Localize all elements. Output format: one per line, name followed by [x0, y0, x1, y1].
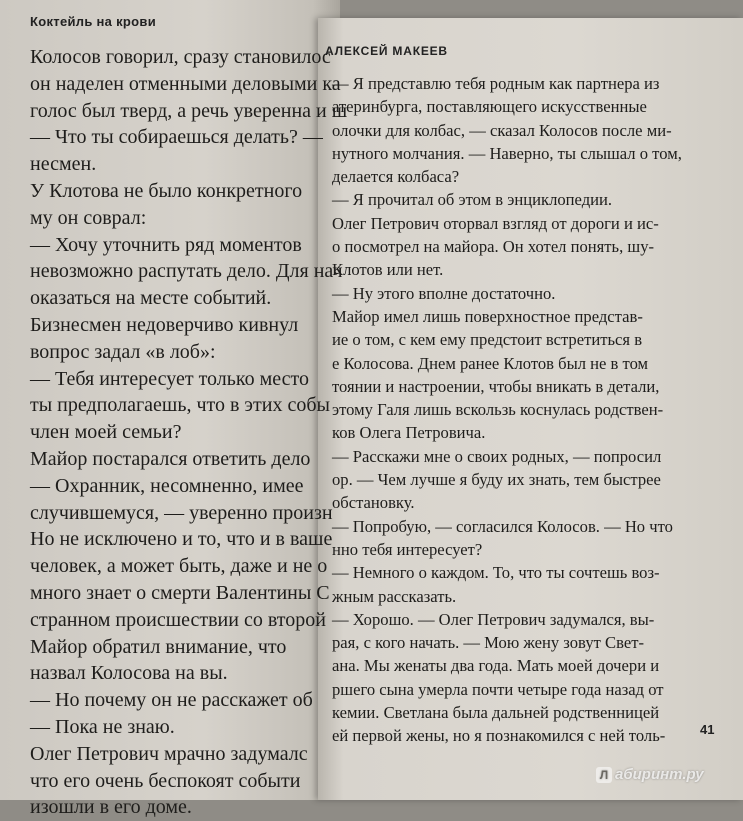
- text-line: У Клотова не было конкретного: [30, 179, 303, 202]
- text-line: — Что ты собираешься делать? —: [30, 126, 323, 149]
- labyrinth-logo-icon: Л: [596, 767, 612, 783]
- text-line: — Расскажи мне о своих родных, — попросил: [332, 446, 662, 466]
- text-line: ор. — Чем лучше я буду их знать, тем быстрее: [332, 470, 661, 490]
- text-line: невозможно распутать дело. Для нач: [30, 260, 343, 283]
- text-line: — Хорошо. — Олег Петрович задумался, вы-: [332, 609, 655, 629]
- text-line: человек, а может быть, даже и не о: [30, 555, 328, 578]
- text-line: нутного молчания. — Наверно, ты слышал о том,: [332, 143, 682, 163]
- text-line: голос был тверд, а речь уверенна и ш: [30, 99, 348, 122]
- text-line: олочки для колбас, — сказал Колосов после ми-: [332, 120, 672, 140]
- text-line: жным рассказать.: [332, 586, 457, 606]
- right-running-head: АЛЕКСЕЙ МАКЕЕВ: [325, 44, 448, 58]
- text-line: случившемуся, — уверенно произн: [30, 501, 333, 524]
- right-page-text: [332, 72, 682, 748]
- text-line: атеринбурга, поставляющего искусственные: [332, 97, 647, 117]
- text-line: несмен.: [30, 153, 97, 176]
- text-line: много знает о смерти Валентины С: [30, 581, 330, 604]
- text-line: — Но почему он не расскажет об: [30, 689, 313, 712]
- text-line: — Немного о каждом. То, что ты сочтешь воз-: [332, 563, 660, 583]
- text-line: член моей семьи?: [30, 421, 182, 444]
- text-line: Бизнесмен недоверчиво кивнул: [30, 313, 299, 336]
- text-line: му он соврал:: [30, 206, 147, 229]
- text-line: Колосов говорил, сразу становилос: [30, 46, 331, 68]
- text-line: — Тебя интересует только место: [30, 367, 309, 390]
- text-line: Олег Петрович мрачно задумалс: [30, 742, 308, 765]
- text-line: Майор постарался ответить дело: [30, 447, 311, 470]
- text-line: нно тебя интересует?: [332, 539, 483, 559]
- text-line: о посмотрел на майора. Он хотел понять, шу-: [332, 237, 655, 257]
- text-line: тоянии и настроении, чтобы вникать в детали,: [332, 376, 660, 396]
- text-line: Клотов или нет.: [332, 260, 444, 280]
- watermark: [596, 766, 704, 783]
- text-line: оказаться на месте событий.: [30, 287, 272, 310]
- text-line: — Ну этого вполне достаточно.: [332, 283, 556, 303]
- text-line: ков Олега Петровича.: [332, 423, 486, 443]
- left-page-text: [30, 44, 347, 821]
- text-line: этому Галя лишь вскользь коснулась родствен-: [332, 400, 664, 420]
- text-line: ие о том, с кем ему предстоит встретиться в: [332, 330, 643, 350]
- text-line: обстановку.: [332, 493, 415, 513]
- text-line: е Колосова. Днем ранее Клотов был не в том: [332, 353, 649, 373]
- text-line: ей первой жены, но я познакомился с ней толь-: [332, 726, 666, 746]
- text-line: назвал Колосова на вы.: [30, 662, 228, 685]
- text-line: — Хочу уточнить ряд моментов: [30, 233, 302, 256]
- text-line: вопрос задал «в лоб»:: [30, 340, 216, 363]
- text-line: ты предполагаешь, что в этих собы: [30, 394, 330, 417]
- text-line: — Охранник, несомненно, имее: [30, 474, 304, 497]
- text-line: Майор имел лишь поверхностное представ-: [332, 306, 643, 326]
- text-line: странном происшествии со второй: [30, 608, 326, 631]
- text-line: Но не исключено и то, что и в ваше: [30, 528, 333, 551]
- watermark-text: абиринт.ру: [615, 766, 704, 783]
- text-line: — Я прочитал об этом в энциклопедии.: [332, 190, 613, 210]
- text-line: — Пока не знаю.: [30, 715, 175, 738]
- text-line: ана. Мы женаты два года. Мать моей дочери и: [332, 656, 660, 676]
- text-line: ршего сына умерла почти четыре года назад от: [332, 679, 664, 699]
- page-number: 41: [700, 722, 715, 737]
- text-line: Майор обратил внимание, что: [30, 635, 287, 658]
- text-line: — Я представлю тебя родным как партнера из: [332, 74, 660, 93]
- text-line: рая, с кого начать. — Мою жену зовут Свет-: [332, 633, 644, 653]
- text-line: делается колбаса?: [332, 167, 460, 187]
- text-line: Олег Петрович оторвал взгляд от дороги и ис-: [332, 213, 659, 233]
- left-running-head: Коктейль на крови: [30, 14, 156, 29]
- text-line: что его очень беспокоят событи: [30, 769, 301, 792]
- text-line: кемии. Светлана была дальней родственницей: [332, 703, 660, 723]
- text-line: он наделен отменными деловыми ка: [30, 72, 341, 95]
- text-line: — Попробую, — согласился Колосов. — Но что: [332, 516, 673, 536]
- text-line: изошли в его доме.: [30, 796, 192, 819]
